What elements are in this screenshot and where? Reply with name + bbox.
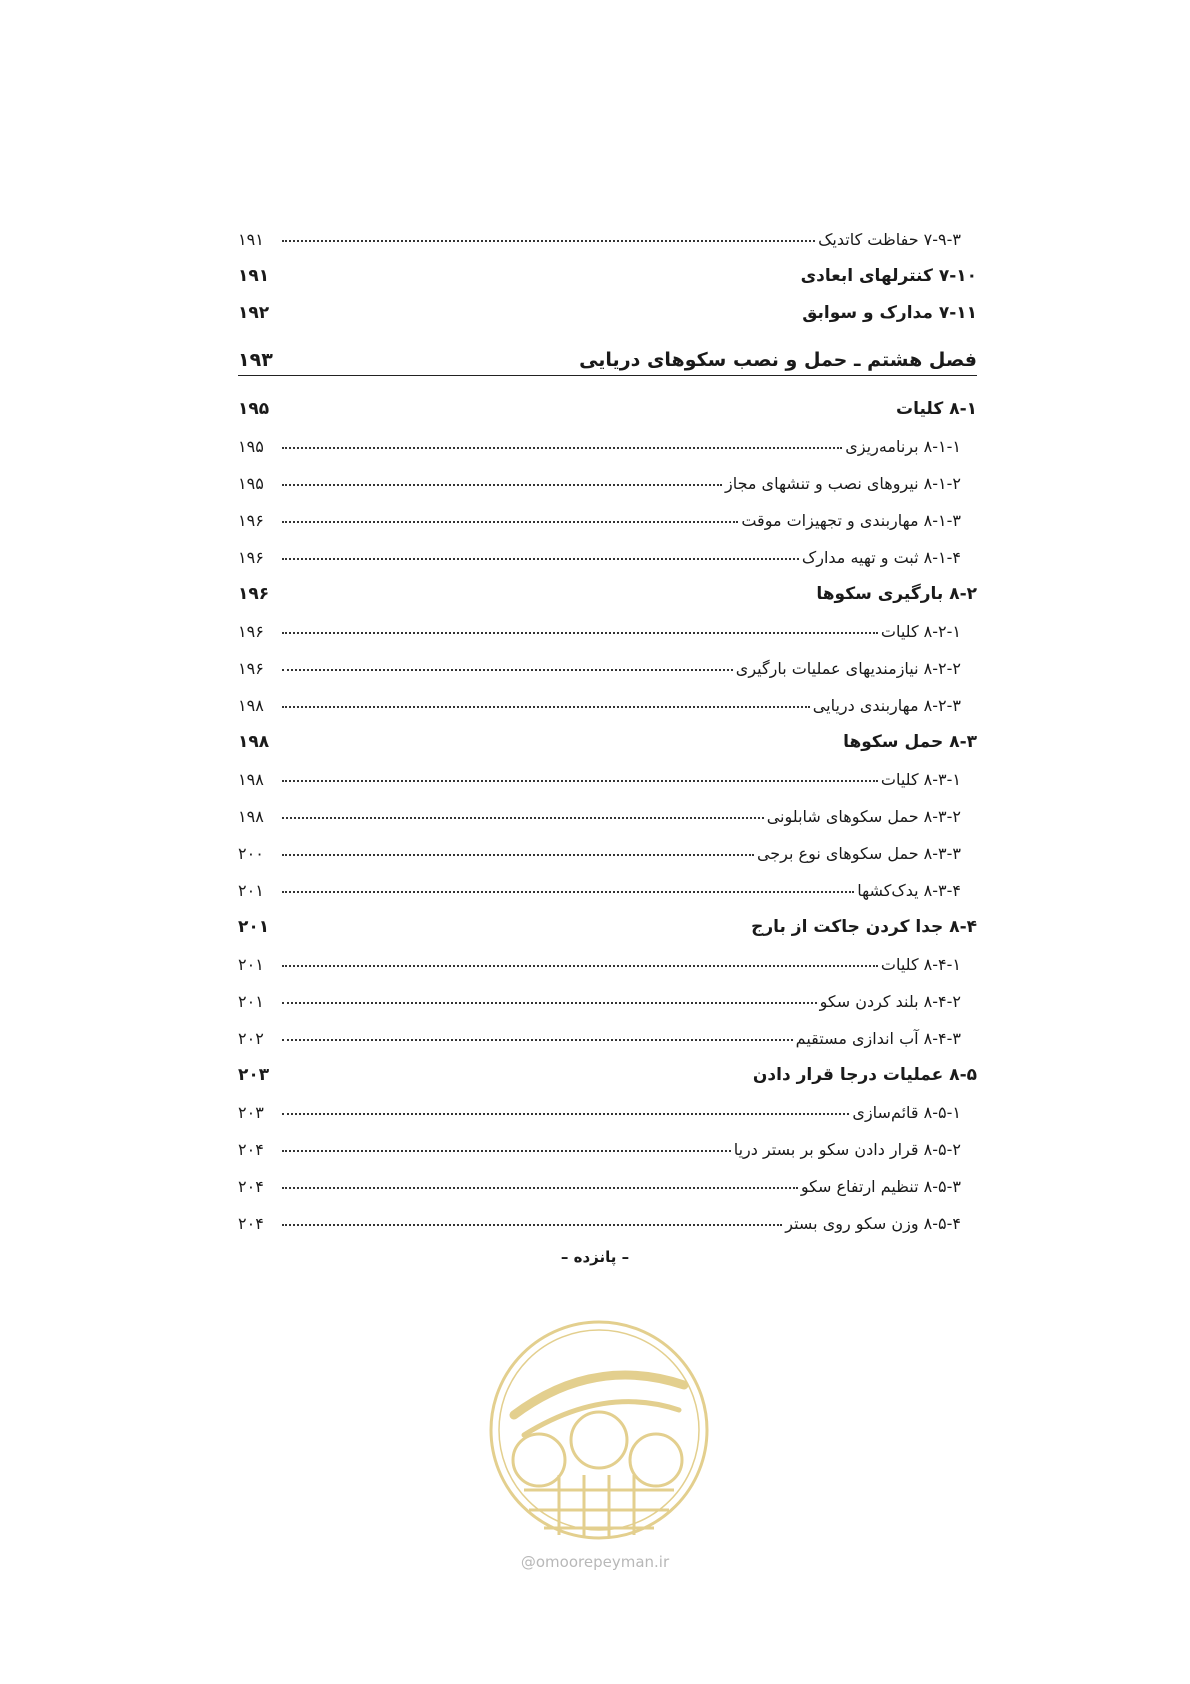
toc-section-row[interactable]	[238, 249, 977, 286]
toc-page-number: ۲۰۰	[238, 844, 264, 863]
toc-section-row[interactable]	[238, 900, 977, 937]
toc-title: ۸-۲ بارگیری سکوها	[816, 584, 977, 604]
toc-title: ۸-۲-۳ مهاربندی دریایی	[812, 696, 961, 715]
toc-title: ۸-۵ عملیات درجا قرار دادن	[752, 1065, 977, 1085]
toc-title: ۸-۲-۱ کلیات	[880, 622, 961, 641]
toc-title: ۸-۳-۳ حمل سکوهای نوع برجی	[756, 844, 961, 863]
toc-entry-row[interactable]	[238, 789, 977, 826]
toc-title: ۸-۴ جدا کردن جاکت از بارج	[751, 917, 977, 937]
dot-leader	[282, 1150, 731, 1152]
toc-title: ۸-۴-۳ آب اندازی مستقیم	[795, 1029, 961, 1048]
toc-entry-row[interactable]	[238, 493, 977, 530]
toc-page-number: ۲۰۲	[238, 1029, 264, 1048]
toc-title: ۸-۳-۴ یدک‌کشها	[857, 881, 961, 900]
toc-page-number: ۲۰۴	[238, 1140, 264, 1159]
toc-entry-row[interactable]	[238, 826, 977, 863]
toc-page-number: ۱۹۶	[238, 622, 264, 641]
toc-entry-row[interactable]	[238, 604, 977, 641]
dot-leader	[282, 780, 878, 782]
toc-page-number: ۱۹۵	[238, 474, 264, 493]
toc-entry-row[interactable]	[238, 974, 977, 1011]
toc-title: ۸-۲-۲ نیازمندیهای عملیات بارگیری	[735, 659, 961, 678]
toc-page-number: ۱۹۱	[238, 230, 264, 249]
toc-page-number: ۱۹۲	[238, 303, 270, 323]
toc-title: ۷-۱۰ کنترلهای ابعادی	[800, 266, 977, 286]
toc-page-number: ۱۹۸	[238, 770, 264, 789]
toc-title: ۸-۱ کلیات	[896, 399, 977, 419]
dot-leader	[282, 240, 815, 242]
dot-leader	[282, 1187, 798, 1189]
watermark-url: @omoorepeyman.ir	[520, 1553, 670, 1571]
dot-leader	[282, 817, 764, 819]
dot-leader	[282, 632, 878, 634]
dot-leader	[282, 447, 842, 449]
toc-page-number: ۲۰۱	[238, 917, 270, 937]
toc-page-number: ۱۹۵	[238, 437, 264, 456]
toc-section-row[interactable]	[238, 715, 977, 752]
toc-entry-row[interactable]	[238, 456, 977, 493]
toc-entry-row[interactable]	[238, 1159, 977, 1196]
toc-title: ۸-۵-۳ تنظیم ارتفاع سکو	[800, 1177, 961, 1196]
table-of-contents	[238, 212, 977, 1233]
toc-entry-row[interactable]	[238, 1196, 977, 1233]
toc-title: ۸-۴-۲ بلند کردن سکو	[819, 992, 961, 1011]
dot-leader	[282, 558, 799, 560]
toc-title: ۸-۳ حمل سکوها	[843, 732, 977, 752]
toc-section-row[interactable]	[238, 567, 977, 604]
toc-title: ۸-۴-۱ کلیات	[880, 955, 961, 974]
dot-leader	[282, 521, 738, 523]
toc-title: ۸-۵-۴ وزن سکو روی بستر	[785, 1214, 961, 1233]
toc-title: ۸-۱-۲ نیروهای نصب و تنشهای مجاز	[724, 474, 961, 493]
dot-leader	[282, 891, 854, 893]
toc-page-number: ۱۹۶	[238, 548, 264, 567]
toc-page-number: ۱۹۶	[238, 659, 264, 678]
toc-page-number: ۲۰۱	[238, 992, 264, 1011]
toc-page-number: ۲۰۴	[238, 1177, 264, 1196]
toc-entry-row[interactable]	[238, 641, 977, 678]
toc-page-number: ۱۹۳	[238, 349, 273, 371]
dot-leader	[282, 1002, 817, 1004]
toc-section-row[interactable]	[238, 382, 977, 419]
dot-leader	[282, 1224, 782, 1226]
watermark-stamp-icon	[484, 1315, 714, 1545]
toc-page-number: ۱۹۸	[238, 807, 264, 826]
toc-title: ۸-۵-۲ قرار دادن سکو بر بستر دریا	[733, 1140, 961, 1159]
dot-leader	[282, 1039, 793, 1041]
dot-leader	[282, 669, 733, 671]
toc-section-row[interactable]	[238, 1048, 977, 1085]
toc-entry-row[interactable]	[238, 1085, 977, 1122]
dot-leader	[282, 1113, 849, 1115]
toc-title: ۸-۱-۴ ثبت و تهیه مدارک	[801, 548, 961, 567]
toc-page-number: ۲۰۱	[238, 881, 264, 900]
toc-chapter-row[interactable]	[238, 323, 977, 376]
toc-entry-row[interactable]	[238, 937, 977, 974]
toc-title: ۷-۹-۳ حفاظت کاتدیک	[818, 230, 961, 249]
toc-title: ۸-۳-۱ کلیات	[880, 770, 961, 789]
toc-page-number: ۱۹۸	[238, 732, 270, 752]
toc-title: ۸-۳-۲ حمل سکوهای شابلونی	[766, 807, 961, 826]
toc-page-number: ۲۰۳	[238, 1103, 264, 1122]
toc-section-row[interactable]	[238, 286, 977, 323]
page-number-footer: – پانزده –	[560, 1248, 630, 1266]
dot-leader	[282, 854, 754, 856]
toc-page-number: ۱۹۵	[238, 399, 270, 419]
toc-title: فصل هشتم ـ حمل و نصب سکوهای دریایی	[579, 349, 977, 371]
toc-title: ۷-۱۱ مدارک و سوابق	[802, 303, 977, 323]
toc-entry-row[interactable]	[238, 678, 977, 715]
toc-page-number: ۱۹۶	[238, 584, 270, 604]
dot-leader	[282, 965, 878, 967]
toc-title: ۸-۱-۱ برنامه‌ریزی	[845, 437, 961, 456]
toc-page-number: ۲۰۴	[238, 1214, 264, 1233]
toc-entry-row[interactable]	[238, 863, 977, 900]
toc-title: ۸-۱-۳ مهاربندی و تجهیزات موقت	[741, 511, 961, 530]
toc-entry-row[interactable]	[238, 419, 977, 456]
toc-entry-row[interactable]	[238, 530, 977, 567]
toc-entry-row[interactable]	[238, 212, 977, 249]
toc-page-number: ۲۰۳	[238, 1065, 270, 1085]
toc-entry-row[interactable]	[238, 1011, 977, 1048]
dot-leader	[282, 484, 722, 486]
dot-leader	[282, 706, 810, 708]
toc-page-number: ۱۹۸	[238, 696, 264, 715]
toc-entry-row[interactable]	[238, 1122, 977, 1159]
toc-page-number: ۱۹۱	[238, 266, 270, 286]
toc-page-number: ۲۰۱	[238, 955, 264, 974]
toc-entry-row[interactable]	[238, 752, 977, 789]
toc-title: ۸-۵-۱ قائم‌سازی	[852, 1103, 961, 1122]
toc-page-number: ۱۹۶	[238, 511, 264, 530]
